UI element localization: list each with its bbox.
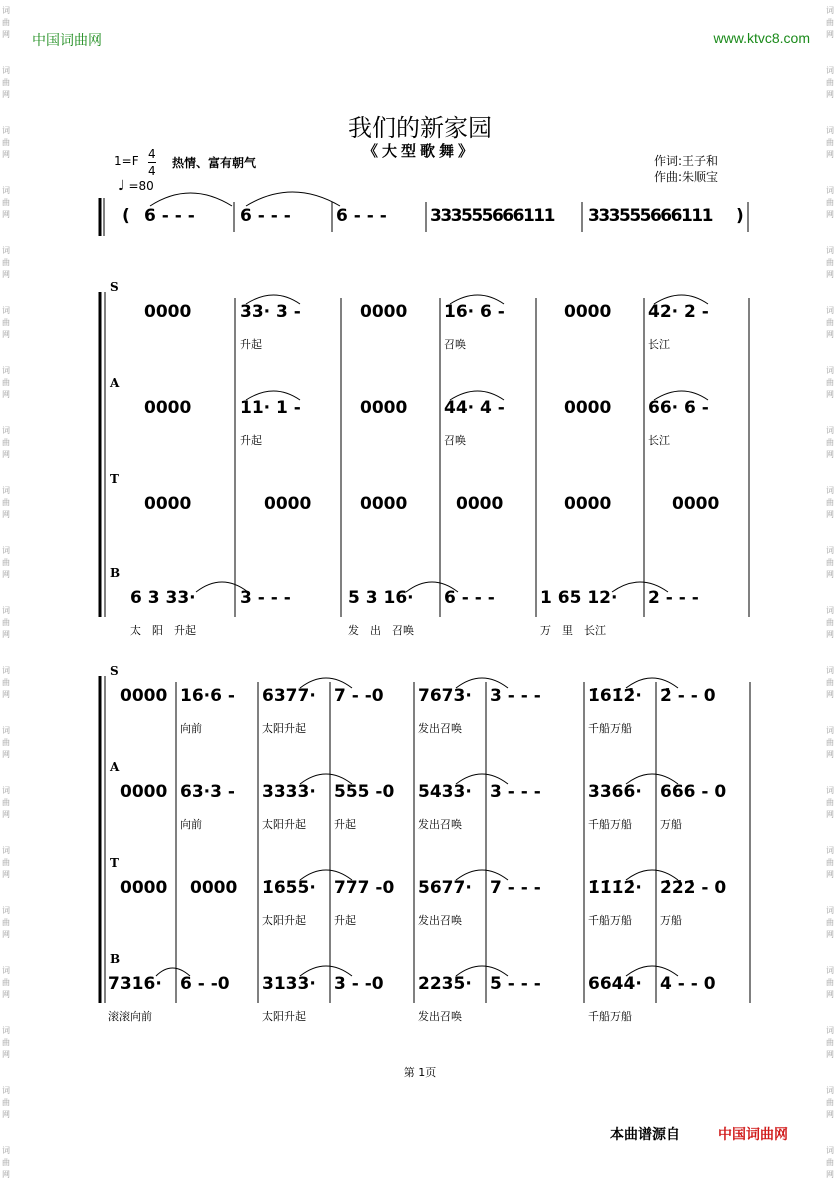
watermark-char: 词 (826, 666, 834, 675)
lyric-s-7: 千船万船 (588, 722, 632, 735)
measure-a-6: 66· 6 - (648, 398, 709, 418)
watermark-char: 词 (2, 126, 10, 135)
measure-b-1: 6 3 33· (130, 588, 196, 608)
lyric-b-5: 发出召唤 (418, 1010, 462, 1023)
watermark-char: 曲 (826, 1158, 834, 1167)
lyric-b-3: 发 出 召唤 (348, 624, 414, 637)
measure-b-6: 2 - - - (648, 588, 699, 608)
watermark-char: 曲 (2, 138, 10, 147)
watermark-char: 曲 (826, 738, 834, 747)
measure-b-5: 1 65 12· (540, 588, 618, 608)
song-subtitle: 《大型歌舞》 (362, 142, 477, 160)
lyric-a-2: 升起 (240, 434, 262, 447)
watermark-char: 网 (2, 150, 10, 159)
measure-b-4: 3 - -0 (334, 974, 384, 994)
measure-t-6: 0000 (672, 494, 720, 514)
measure-t-8: 2̇2̇2̇ - 0 (660, 878, 727, 898)
watermark-char: 曲 (826, 978, 834, 987)
watermark-char: 网 (826, 810, 834, 819)
measure-a-4: 44· 4 - (444, 398, 505, 418)
watermark-char: 网 (2, 210, 10, 219)
watermark-char: 网 (826, 990, 834, 999)
watermark-char: 曲 (2, 618, 10, 627)
watermark-char: 网 (2, 1170, 10, 1179)
watermark-char: 网 (2, 330, 10, 339)
part-label-t: T (110, 472, 119, 486)
watermark-char: 词 (826, 246, 834, 255)
song-title: 我们的新家园 (348, 114, 492, 142)
watermark-char: 词 (2, 726, 10, 735)
watermark-char: 曲 (2, 918, 10, 927)
part-label-s: S (110, 280, 119, 294)
measure-t-2: 0000 (264, 494, 312, 514)
measure-a-2: 11· 1 - (240, 398, 301, 418)
part-label-b: B (110, 952, 121, 966)
watermark-char: 网 (826, 210, 834, 219)
lyric-t-5: 发出召唤 (418, 914, 462, 927)
measure-s-8: 2̇ - - 0 (660, 686, 716, 706)
watermark-char: 曲 (2, 678, 10, 687)
measure-t-4: 0000 (456, 494, 504, 514)
watermark-char: 曲 (2, 258, 10, 267)
watermark-char: 网 (826, 330, 834, 339)
lyric-s-3: 太阳升起 (262, 722, 306, 735)
measure-b-8: 4 - - 0 (660, 974, 716, 994)
measure-b-2: 6 - -0 (180, 974, 230, 994)
lyric-a-4: 召唤 (444, 434, 466, 447)
time-signature-top: 4 (148, 147, 156, 161)
watermark-char: 网 (826, 1170, 834, 1179)
watermark-char: 曲 (826, 438, 834, 447)
lyric-b-7: 千船万船 (588, 1010, 632, 1023)
measure-a-4: 555 -0 (334, 782, 395, 802)
watermark-char: 网 (826, 1110, 834, 1119)
measure-t-6: 7 - - - (490, 878, 541, 898)
measure-t-3: 1̇655· (262, 878, 316, 898)
site-url-right[interactable]: www.ktvc8.com (713, 30, 810, 46)
watermark-char: 词 (2, 546, 10, 555)
measure-a-3: 3333· (262, 782, 316, 802)
watermark-char: 网 (826, 630, 834, 639)
watermark-char: 曲 (2, 978, 10, 987)
measure-s-3: 6377· (262, 686, 316, 706)
watermark-char: 词 (826, 1026, 834, 1035)
watermark-char: 网 (826, 870, 834, 879)
intro-bar-2: 6 - - - (240, 206, 291, 226)
lyric-t-3: 太阳升起 (262, 914, 306, 927)
watermark-char: 网 (2, 1050, 10, 1059)
watermark-char: 网 (2, 930, 10, 939)
watermark-char: 网 (826, 450, 834, 459)
measure-s-2: 16·6 - (180, 686, 235, 706)
watermark-char: 曲 (2, 858, 10, 867)
watermark-char: 曲 (2, 198, 10, 207)
watermark-char: 曲 (826, 498, 834, 507)
watermark-char: 曲 (826, 1098, 834, 1107)
watermark-char: 网 (826, 390, 834, 399)
watermark-char: 词 (2, 6, 10, 15)
performance-style: 热情、富有朝气 (172, 156, 257, 170)
watermark-char: 词 (2, 906, 10, 915)
watermark-char: 词 (2, 246, 10, 255)
lyric-a-5: 发出召唤 (418, 818, 462, 831)
watermark-char: 词 (2, 1146, 10, 1155)
watermark-char: 曲 (2, 498, 10, 507)
part-label-a: A (110, 376, 120, 390)
intro-bar-3: 6 - - - (336, 206, 387, 226)
lyric-b-3: 太阳升起 (262, 1010, 306, 1023)
measure-b-4: 6 - - - (444, 588, 495, 608)
watermark-char: 词 (826, 726, 834, 735)
watermark-char: 词 (826, 966, 834, 975)
lyric-a-7: 千船万船 (588, 818, 632, 831)
watermark-char: 网 (826, 570, 834, 579)
measure-t-7: 1̇1̇1̇2̇· (588, 878, 642, 898)
watermark-char: 网 (826, 30, 834, 39)
watermark-char: 曲 (826, 618, 834, 627)
key-signature: 1=F (114, 154, 139, 168)
watermark-char: 曲 (826, 558, 834, 567)
watermark-char: 网 (2, 450, 10, 459)
lyric-s-2: 升起 (240, 338, 262, 351)
intro-bar-1: 6 - - - (144, 206, 195, 226)
watermark-char: 词 (826, 66, 834, 75)
watermark-char: 曲 (2, 1098, 10, 1107)
watermark-char: 词 (826, 126, 834, 135)
watermark-char: 词 (826, 906, 834, 915)
watermark-char: 网 (2, 30, 10, 39)
watermark-char: 曲 (826, 198, 834, 207)
footer-site-name[interactable]: 中国词曲网 (718, 1127, 788, 1143)
watermark-char: 词 (2, 366, 10, 375)
watermark-char: 词 (2, 966, 10, 975)
watermark-char: 词 (826, 366, 834, 375)
lyric-b-1: 太 阳 升起 (130, 624, 196, 637)
watermark-char: 词 (826, 486, 834, 495)
watermark-char: 网 (2, 390, 10, 399)
lyric-a-4: 升起 (334, 818, 356, 831)
watermark-char: 网 (2, 750, 10, 759)
watermark-char: 曲 (826, 918, 834, 927)
watermark-char: 词 (826, 6, 834, 15)
watermark-char: 词 (2, 66, 10, 75)
lyric-t-4: 升起 (334, 914, 356, 927)
watermark-char: 曲 (2, 798, 10, 807)
measure-s-6: 42· 2 - (648, 302, 709, 322)
measure-s-2: 33· 3 - (240, 302, 301, 322)
lyric-b-5: 万 里 长江 (540, 624, 606, 637)
watermark-char: 词 (2, 486, 10, 495)
watermark-char: 网 (2, 1110, 10, 1119)
watermark-char: 曲 (826, 258, 834, 267)
measure-a-6: 3 - - - (490, 782, 541, 802)
watermark-char: 网 (2, 990, 10, 999)
watermark-char: 词 (826, 546, 834, 555)
measure-a-2: 63·3 - (180, 782, 235, 802)
composer-credit: 作曲:朱顺宝 (654, 170, 719, 184)
measure-a-1: 0000 (120, 782, 168, 802)
watermark-char: 词 (826, 1146, 834, 1155)
measure-t-5: 5677· (418, 878, 472, 898)
measure-b-6: 5 - - - (490, 974, 541, 994)
measure-a-8: 666 - 0 (660, 782, 727, 802)
measure-b-3: 5 3 16· (348, 588, 414, 608)
measure-t-3: 0000 (360, 494, 408, 514)
measure-t-5: 0000 (564, 494, 612, 514)
lyric-a-8: 万船 (660, 818, 682, 831)
watermark-char: 网 (2, 270, 10, 279)
lyric-s-2: 向前 (180, 722, 202, 735)
intro-bar-4: 333555666111 (430, 206, 554, 226)
watermark-char: 网 (826, 930, 834, 939)
watermark-char: 词 (2, 606, 10, 615)
measure-a-1: 0000 (144, 398, 192, 418)
watermark-char: 网 (2, 810, 10, 819)
measure-s-7: 1̇61̇2̇· (588, 686, 642, 706)
tempo-value: =80 (128, 179, 154, 193)
watermark-char: 词 (826, 1086, 834, 1095)
watermark-char: 曲 (2, 318, 10, 327)
quarter-note-icon: ♩ (118, 178, 125, 194)
measure-s-5: 0000 (564, 302, 612, 322)
watermark-char: 曲 (826, 18, 834, 27)
lyric-s-6: 长江 (648, 338, 670, 351)
measure-a-5: 5433· (418, 782, 472, 802)
watermark-char: 曲 (826, 798, 834, 807)
part-label-b: B (110, 566, 121, 580)
watermark-char: 网 (826, 150, 834, 159)
measure-b-1: 7316· (108, 974, 162, 994)
intro-open-paren: ( (122, 206, 130, 226)
watermark-char: 网 (826, 510, 834, 519)
part-label-t: T (110, 856, 119, 870)
lyric-a-6: 长江 (648, 434, 670, 447)
watermark-char: 词 (2, 426, 10, 435)
watermark-char: 词 (826, 606, 834, 615)
measure-b-7: 6644· (588, 974, 642, 994)
site-name-left[interactable]: 中国词曲网 (32, 33, 102, 49)
part-label-s: S (110, 664, 119, 678)
watermark-char: 词 (2, 186, 10, 195)
watermark-char: 网 (2, 90, 10, 99)
watermark-char: 曲 (2, 18, 10, 27)
watermark-char: 曲 (2, 378, 10, 387)
measure-s-4: 7 - -0 (334, 686, 384, 706)
measure-t-1: 0000 (144, 494, 192, 514)
measure-a-5: 0000 (564, 398, 612, 418)
watermark-char: 网 (2, 570, 10, 579)
watermark-char: 网 (826, 750, 834, 759)
watermark-char: 网 (826, 270, 834, 279)
page-number: 第 1页 (403, 1066, 437, 1079)
lyric-s-4: 召唤 (444, 338, 466, 351)
watermark-char: 网 (2, 630, 10, 639)
watermark-char: 网 (826, 90, 834, 99)
intro-close-paren: ) (736, 206, 744, 226)
watermark-char: 曲 (826, 858, 834, 867)
lyric-a-2: 向前 (180, 818, 202, 831)
time-signature-bottom: 4 (148, 164, 156, 178)
watermark-char: 曲 (2, 1038, 10, 1047)
watermark-char: 曲 (826, 678, 834, 687)
watermark-char: 曲 (826, 378, 834, 387)
watermark-char: 网 (2, 870, 10, 879)
watermark-char: 曲 (2, 78, 10, 87)
watermark-char: 曲 (2, 738, 10, 747)
lyric-t-7: 千船万船 (588, 914, 632, 927)
measure-t-2: 0000 (190, 878, 238, 898)
watermark-char: 曲 (2, 438, 10, 447)
watermark-char: 曲 (826, 78, 834, 87)
measure-t-1: 0000 (120, 878, 168, 898)
watermark-char: 网 (826, 1050, 834, 1059)
watermark-char: 曲 (826, 1038, 834, 1047)
watermark-char: 词 (2, 786, 10, 795)
measure-b-3: 3133· (262, 974, 316, 994)
watermark-char: 词 (826, 846, 834, 855)
measure-s-3: 0000 (360, 302, 408, 322)
watermark-char: 词 (826, 426, 834, 435)
measure-s-4: 16· 6 - (444, 302, 505, 322)
lyric-s-5: 发出召唤 (418, 722, 462, 735)
measure-s-1: 0000 (144, 302, 192, 322)
measure-b-2: 3 - - - (240, 588, 291, 608)
measure-b-5: 2235· (418, 974, 472, 994)
part-label-a: A (110, 760, 120, 774)
watermark-char: 网 (2, 510, 10, 519)
watermark-char: 曲 (2, 1158, 10, 1167)
measure-a-3: 0000 (360, 398, 408, 418)
intro-bar-5: 333555666111 (588, 206, 712, 226)
watermark-char: 词 (2, 846, 10, 855)
watermark-char: 词 (2, 1026, 10, 1035)
measure-s-6: 3 - - - (490, 686, 541, 706)
footer-source-text: 本曲谱源自 (610, 1127, 680, 1143)
lyric-b-1: 滚滚向前 (108, 1010, 152, 1023)
measure-t-4: 777 -0 (334, 878, 395, 898)
watermark-char: 曲 (2, 558, 10, 567)
lyric-a-3: 太阳升起 (262, 818, 306, 831)
watermark-char: 词 (2, 1086, 10, 1095)
lyric-t-8: 万船 (660, 914, 682, 927)
lyricist-credit: 作词:王子和 (654, 154, 719, 168)
watermark-char: 网 (826, 690, 834, 699)
watermark-char: 词 (826, 306, 834, 315)
measure-a-7: 3366· (588, 782, 642, 802)
watermark-char: 网 (2, 690, 10, 699)
watermark-char: 曲 (826, 138, 834, 147)
watermark-char: 曲 (826, 318, 834, 327)
watermark-char: 词 (2, 666, 10, 675)
measure-s-5: 7673· (418, 686, 472, 706)
measure-s-1: 0000 (120, 686, 168, 706)
watermark-char: 词 (2, 306, 10, 315)
watermark-char: 词 (826, 186, 834, 195)
watermark-char: 词 (826, 786, 834, 795)
